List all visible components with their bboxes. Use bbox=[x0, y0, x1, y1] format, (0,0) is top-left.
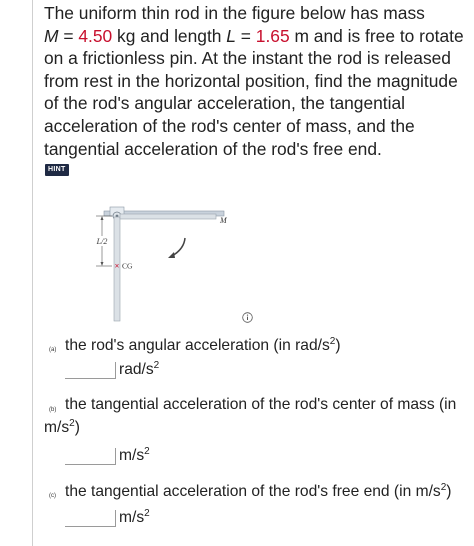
part-a-answer-row bbox=[65, 360, 159, 379]
hint-button[interactable]: HINT bbox=[45, 164, 69, 176]
cg-mark: × bbox=[114, 261, 120, 271]
rod-figure bbox=[88, 201, 238, 326]
part-a-unit: rad/$s^2$ bbox=[119, 360, 160, 379]
part-c-unit: $m/s^2$ bbox=[119, 508, 150, 527]
part-c-marker: (c) bbox=[49, 493, 56, 499]
part-b-question: the tangential acceleration of the rod's center of mass (in bbox=[65, 396, 457, 413]
part-b-unit: $m/s^2$ bbox=[119, 446, 150, 465]
m-label: M bbox=[220, 216, 227, 225]
part-c-answer-input[interactable] bbox=[65, 510, 116, 527]
part-a-marker: (a) bbox=[49, 347, 57, 353]
mass-value: 4.50 bbox=[78, 25, 113, 46]
cg-label: CG bbox=[122, 261, 133, 271]
part-b-answer-input[interactable] bbox=[65, 448, 116, 465]
part-b-question-cont: $m/s^2$) bbox=[44, 418, 80, 437]
part-c-answer-row bbox=[65, 508, 150, 527]
left-border bbox=[32, 0, 33, 546]
length-value: 1.65 bbox=[255, 25, 290, 46]
problem-text-1: The uniform thin rod in the figure below has mass bbox=[44, 3, 425, 23]
l2-label: L/2 bbox=[96, 237, 108, 246]
equals-sign: = bbox=[58, 25, 79, 46]
info-icon[interactable] bbox=[242, 312, 253, 323]
problem-text-3: m and is free to rotate on a frictionless pin. At the instant the rod is released from rest in the horizontal position, find the magnitude of the rod's angular acceleration, the tangential acceleration of the rod's center of mass, and the tangential acceleration of the rod's free end. bbox=[44, 25, 464, 159]
part-b-answer-row bbox=[65, 446, 150, 465]
part-a-question: the rod's angular acceleration (in rad/$s^2$) bbox=[65, 336, 341, 355]
problem-statement bbox=[44, 2, 470, 160]
horizontal-rod bbox=[120, 214, 216, 219]
part-c-question: the tangential acceleration of the rod's free end (in $m/s^2$) bbox=[65, 482, 452, 501]
problem-text-2: kg and length bbox=[112, 25, 227, 46]
part-b-marker: (b) bbox=[49, 407, 57, 413]
part-a-answer-input[interactable] bbox=[65, 362, 116, 379]
equals-sign: = bbox=[235, 25, 256, 46]
mass-variable: M bbox=[44, 25, 59, 46]
length-variable: L bbox=[226, 25, 236, 46]
